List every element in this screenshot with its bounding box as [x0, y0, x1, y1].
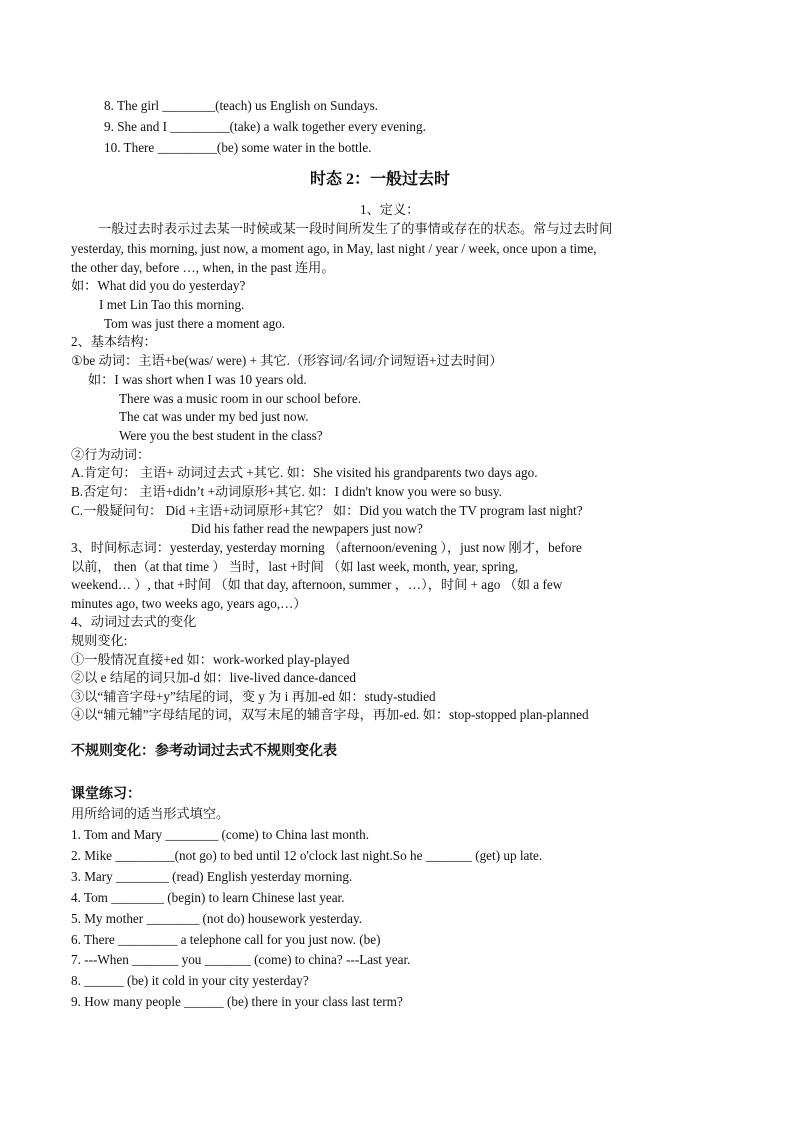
markers-line: 3、时间标志词：yesterday, yesterday morning （afternoon/evening ），just now 刚才，before	[71, 540, 582, 555]
be-rule: ①be 动词：主语+be(was/ were) + 其它.（形容词/名词/介词短语+过去时间）	[71, 353, 503, 368]
forms-heading: 4、动词过去式的变化	[71, 614, 197, 629]
regular-rule: ③以“辅音字母+y”结尾的词，变 y 为 i 再加-ed 如：study-studied	[71, 689, 436, 704]
negative-rule: B.否定句： 主语+didn’t +动词原形+其它. 如：I didn't know you were so busy.	[71, 484, 502, 499]
be-example: There was a music room in our school before.	[119, 391, 362, 406]
section-title: 时态 2：一般过去时	[310, 171, 451, 188]
affirmative-rule: A.肯定句： 主语+ 动词过去式 +其它. 如：She visited his grandparents two days ago.	[71, 465, 538, 480]
question-rule: C.一般疑问句： Did +主语+动词原形+其它？ 如：Did you watch the TV program last night?	[71, 503, 583, 518]
definition-example: I met Lin Tao this morning.	[99, 297, 245, 312]
practice-item: 3. Mary ________ (read) English yesterday morning.	[71, 869, 353, 884]
exercise-8: 8. The girl ________(teach) us English on Sundays.	[104, 98, 379, 113]
practice-item: 7. ---When _______ you _______ (come) to china? ---Last year.	[71, 952, 411, 967]
definition-line: the other day, before …, when, in the past 连用。	[71, 260, 335, 275]
definition-example: Tom was just there a moment ago.	[104, 316, 286, 331]
markers-line: minutes ago, two weeks ago, years ago,…）	[71, 596, 307, 611]
definition-line: yesterday, this morning, just now, a moment ago, in May, last night / year / week, once upon a time,	[71, 241, 597, 256]
markers-line: 以前， then（at that time ） 当时，last +时间 （如 last week, month, year, spring,	[71, 559, 519, 574]
irregular-note: 不规则变化：参考动词过去式不规则变化表	[71, 744, 337, 759]
be-example: 如：I was short when I was 10 years old.	[88, 372, 307, 387]
be-example: Were you the best student in the class?	[119, 428, 323, 443]
question-example: Did his father read the newpapers just now?	[191, 521, 423, 536]
regular-rule: ②以 e 结尾的词只加-d 如：live-lived dance-danced	[71, 670, 356, 685]
practice-heading: 课堂练习：	[71, 787, 141, 802]
action-verb-heading: ②行为动词：	[71, 447, 151, 462]
practice-item: 9. How many people ______ (be) there in your class last term?	[71, 994, 403, 1009]
be-example: The cat was under my bed just now.	[119, 409, 309, 424]
regular-label: 规则变化:	[71, 633, 128, 648]
practice-item: 2. Mike _________(not go) to bed until 12 o'clock last night.So he _______ (get) up late.	[71, 848, 543, 863]
practice-item: 4. Tom ________ (begin) to learn Chinese last year.	[71, 890, 345, 905]
definition-example: 如：What did you do yesterday?	[71, 278, 246, 293]
practice-instruction: 用所给词的适当形式填空。	[71, 806, 230, 821]
regular-rule: ①一般情况直接+ed 如：work-worked play-played	[71, 652, 350, 667]
definition-heading: 1、定义：	[360, 202, 420, 217]
markers-line: weekend… ）, that +时间 （如 that day, afternoon, summer ，…），时间 + ago （如 a few	[71, 577, 563, 592]
practice-item: 5. My mother ________ (not do) housework yesterday.	[71, 911, 363, 926]
exercise-9: 9. She and I _________(take) a walk together every evening.	[104, 119, 426, 134]
practice-item: 8. ______ (be) it cold in your city yesterday?	[71, 973, 309, 988]
definition-line: 一般过去时表示过去某一时候或某一段时间所发生了的事情或存在的状态。常与过去时间	[98, 221, 613, 236]
regular-rule: ④以“辅元辅”字母结尾的词，双写末尾的辅音字母，再加-ed. 如：stop-stopped plan-planned	[71, 707, 589, 722]
structure-heading: 2、基本结构：	[71, 334, 157, 349]
practice-item: 6. There _________ a telephone call for you just now. (be)	[71, 932, 381, 947]
practice-item: 1. Tom and Mary ________ (come) to China last month.	[71, 827, 370, 842]
exercise-10: 10. There _________(be) some water in the bottle.	[104, 140, 372, 155]
